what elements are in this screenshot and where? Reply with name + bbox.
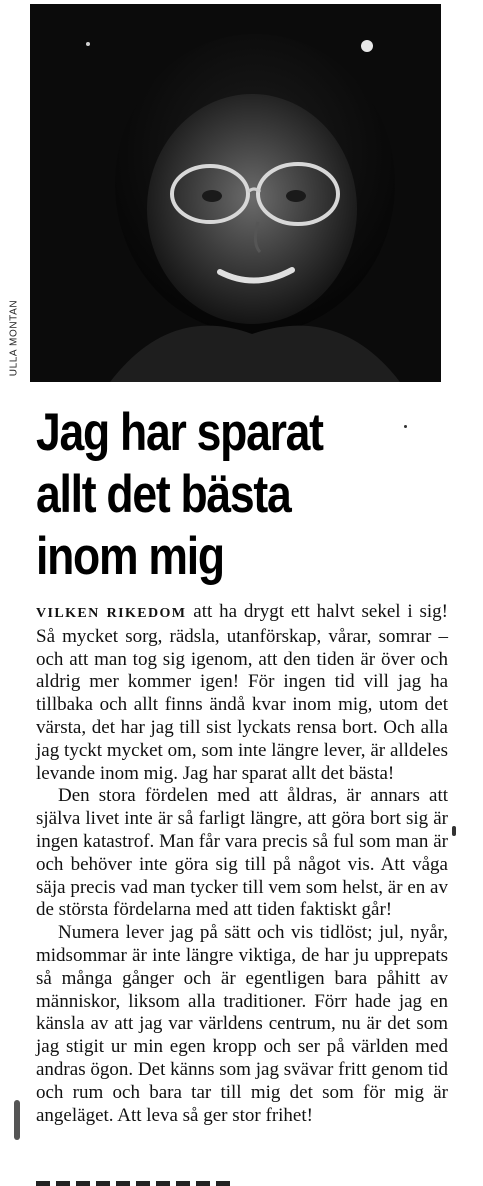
photo-credit	[4, 288, 24, 388]
article-paragraph-2: Den stora fördelen med att åldras, är annars att själva livet inte är så farligt längre, att göra bort sig är ingen katastrof. Man får vara precis så ful som man är och behöver inte göra sig till på något vis. Att våga säja precis vad man tycker till vem som helst, är en av de största fördelarna med att tiden faktiskt går!	[36, 785, 448, 921]
portrait-image	[30, 4, 441, 382]
portrait-photo	[30, 4, 441, 382]
headline-line-1: Jag har sparat	[36, 403, 323, 462]
cut-off-text-line	[36, 1176, 236, 1186]
article-paragraph-1	[36, 601, 448, 785]
headline	[36, 402, 406, 588]
article-body	[36, 601, 448, 1127]
cut-off-text-fragment	[36, 1181, 236, 1186]
headline-line-3: inom mig	[36, 527, 224, 586]
photo-credit-text: ULLA MONTAN	[8, 299, 20, 377]
article-paragraph-1-text: att ha drygt ett halvt sekel i sig! Så mycket sorg, rädsla, utanförskap, vårar, somrar – och att man tog sig igenom, att den tiden är över och aldrig mer kommer igen! För ingen tid vill jag ha tillbaka och allt finns ändå kvar inom mig, utom det värsta, det har jag till sist lyckats rensa bort. Och alla jag tyckt mycket om, som inte längre lever, är alldeles levande inom mig. Jag har sparat allt det bästa!	[36, 601, 448, 784]
article-lead: VILKEN RIKEDOM	[36, 606, 187, 621]
print-speck	[404, 425, 407, 428]
print-speck	[452, 826, 456, 836]
article-paragraph-3: Numera lever jag på sätt och vis tidlöst; jul, nyår, midsommar är inte längre viktiga, de har ju upprepats så många gånger och är egentligen bara påhitt av människor, liksom alla traditioner. Förr hade jag en känsla av att jag var världens centrum, nu är det som jag stigit ur min egen kropp och ser på världen med andras ögon. Det känns som jag svävar fritt genom tid och rum och bara tar till mig det som för mig är angeläget. Att leva så ger stor frihet!	[36, 922, 448, 1126]
print-speck	[14, 1100, 20, 1140]
headline-line-2: allt det bästa	[36, 465, 291, 524]
